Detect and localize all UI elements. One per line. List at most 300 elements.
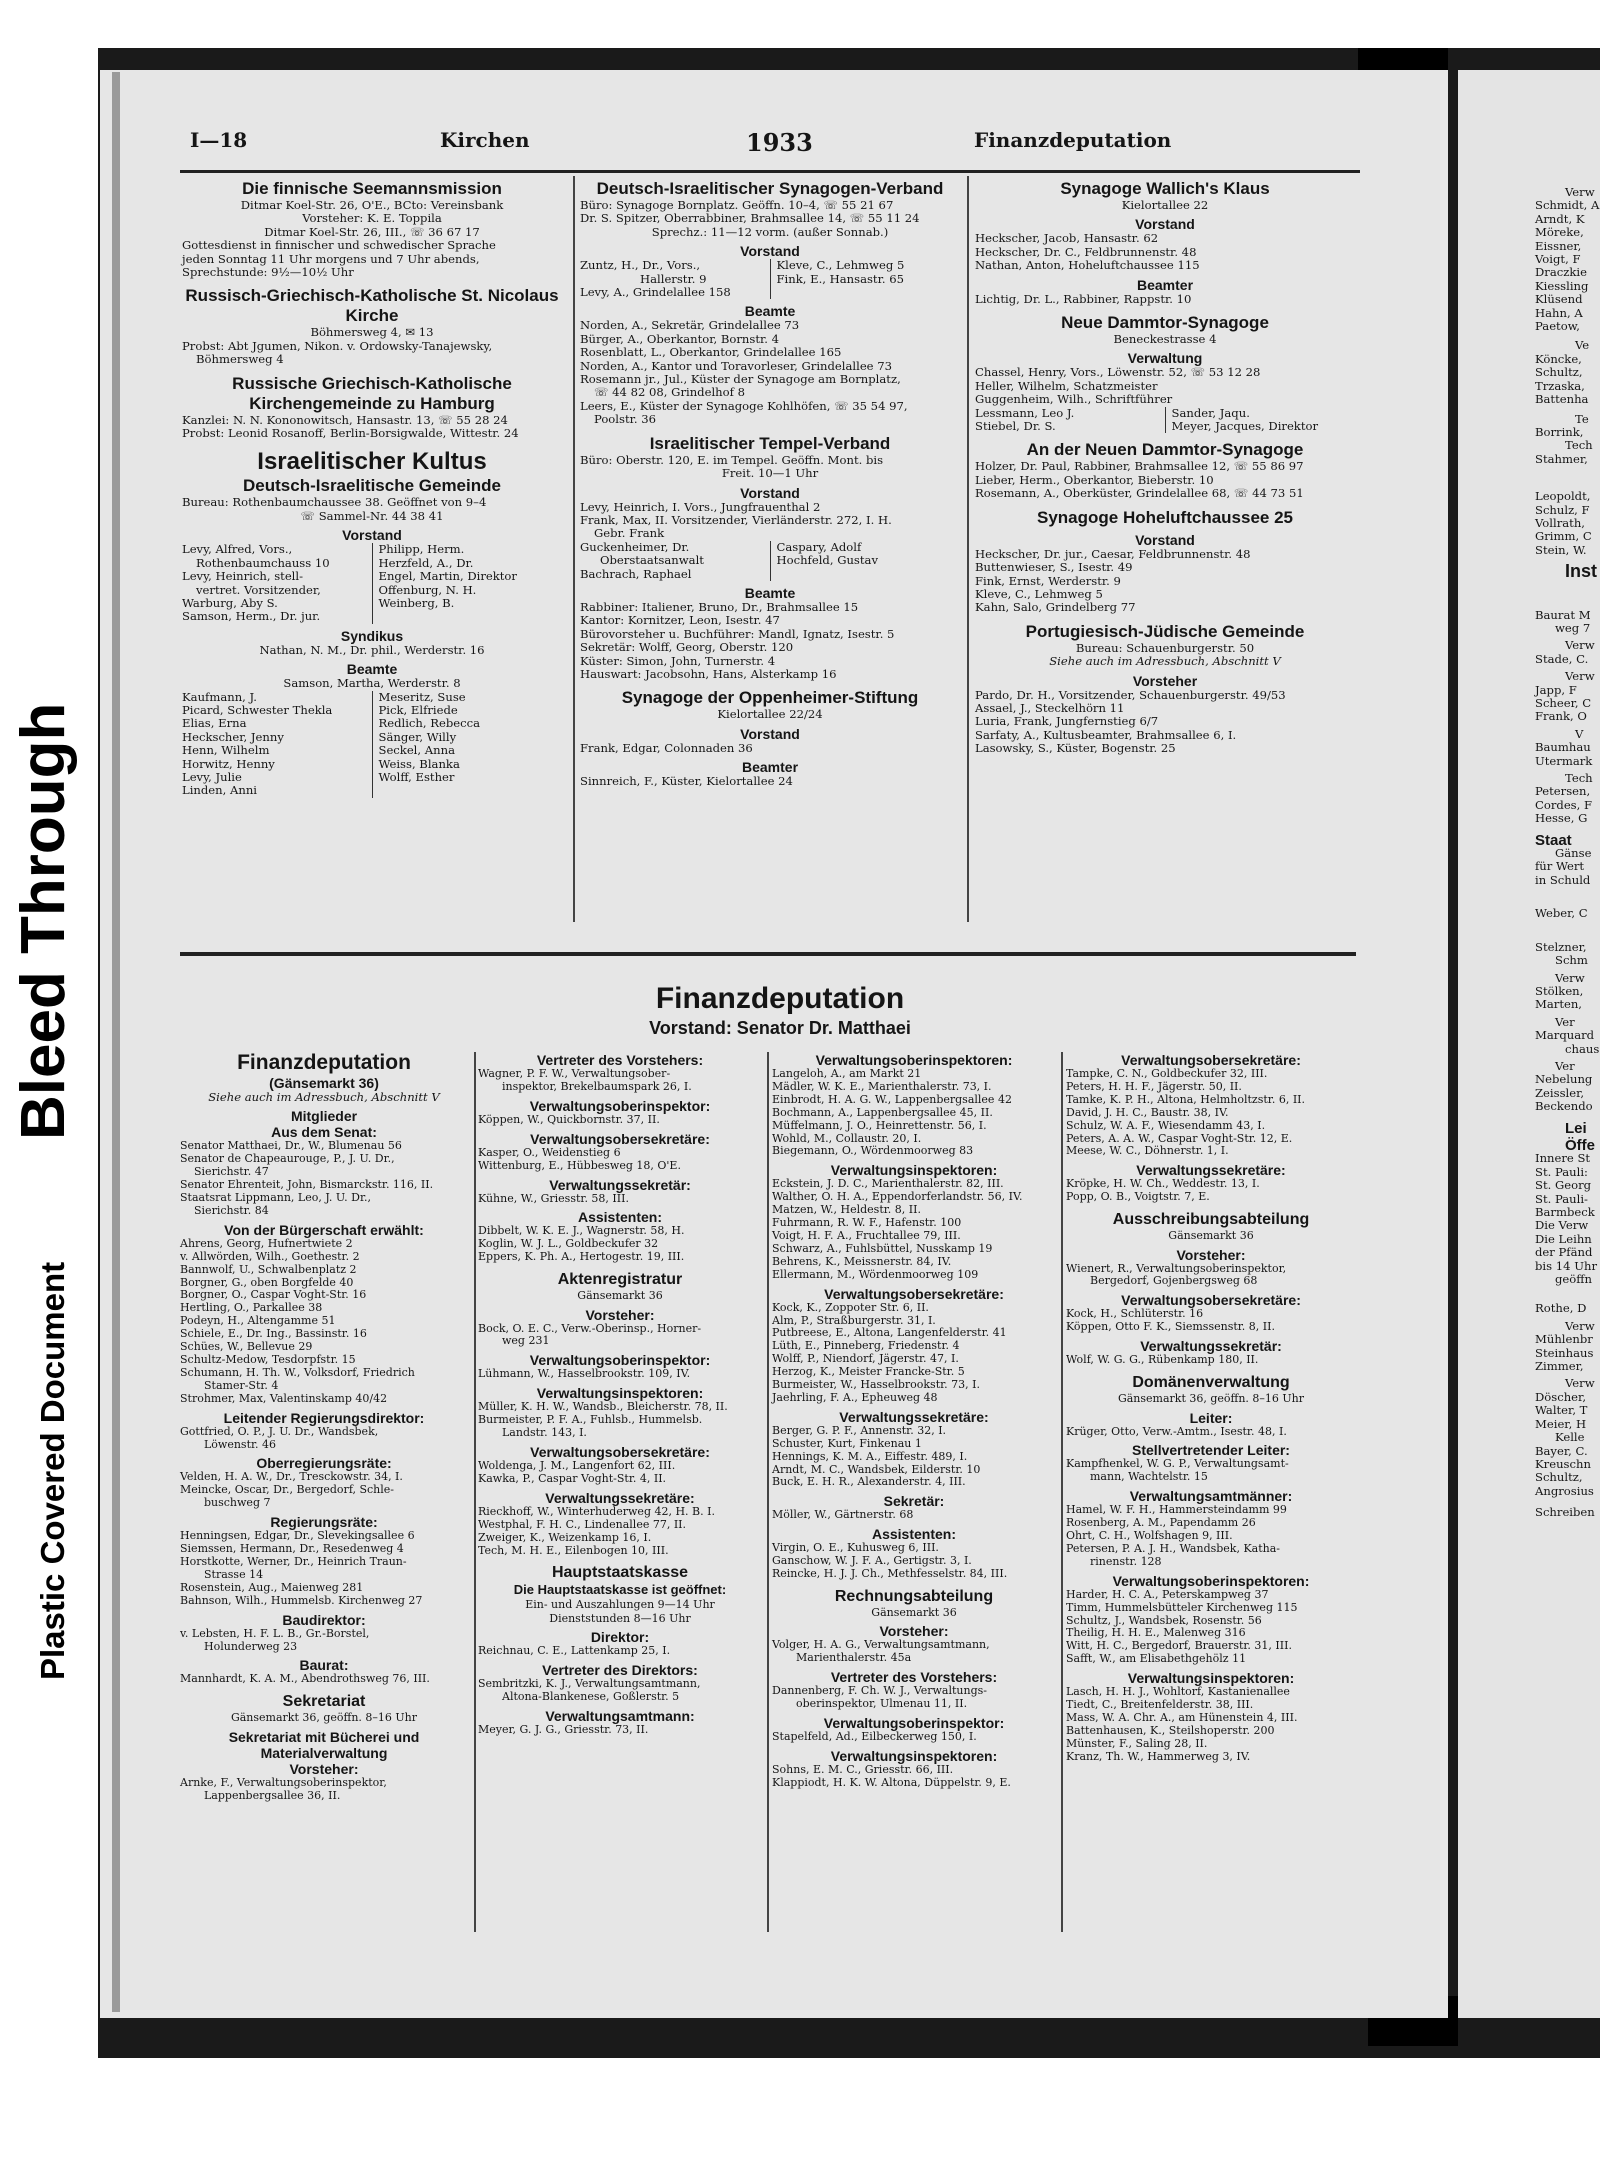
text-line: Borgner, G., oben Borgfelde 40: [180, 1275, 354, 1289]
text-line: Bureau: Rothenbaumchaussee 38. Geöffnet von 9–4: [182, 495, 487, 510]
column-rule: [573, 176, 575, 922]
subheading: Verwaltungsamtmänner:: [1129, 1488, 1293, 1505]
fragment-line: Schm: [1555, 953, 1588, 968]
two-column-list: [182, 691, 562, 798]
text-line: Kantor: Kornitzer, Leon, Isestr. 47: [580, 613, 780, 628]
list-item: Redlich, Rebecca: [378, 716, 481, 731]
text-line: ☏ Sammel-Nr. 44 38 41: [300, 508, 444, 523]
text-line: Assael, J., Steckelhörn 11: [975, 700, 1125, 715]
text-line: Küster: Simon, John, Turnerstr. 4: [580, 653, 776, 668]
text-line: Schiele, E., Dr. Ing., Bassinstr. 16: [180, 1327, 367, 1341]
text-line: Holunderweg 23: [204, 1639, 298, 1653]
subheading: Verwaltungsinspektoren:: [830, 1747, 998, 1764]
list-item: Levy, A., Grindelallee 158: [580, 285, 731, 300]
text-line: Münster, F., Saling 28, II.: [1066, 1736, 1208, 1750]
fragment-line: chaus: [1565, 1041, 1600, 1056]
text-line: Bürger, A., Oberkantor, Bornstr. 4: [580, 331, 780, 346]
text-line: Nathan, Anton, Hoheluftchaussee 115: [975, 258, 1200, 273]
list-item: Offenburg, N. H.: [378, 582, 477, 597]
subheading: Verwaltungsinspektoren:: [1127, 1670, 1295, 1687]
fragment-line: Stelzner,: [1535, 939, 1587, 954]
text-line: Probst: Abt Jgumen, Nikon. v. Ordowsky-Tanajewsky,: [182, 338, 493, 353]
fragment-line: Te: [1575, 411, 1589, 426]
list-item: Hallerstr. 9: [640, 271, 707, 286]
text-line: Senator Ehrenteit, John, Bismarckstr. 116, II.: [180, 1178, 434, 1192]
text-line: Eppers, K. Ph. A., Hertogestr. 19, III.: [478, 1250, 685, 1264]
text-line: Stapelfeld, Ad., Eilbeckerweg 150, I.: [772, 1730, 977, 1744]
text-line: Büro: Oberstr. 120, E. im Tempel. Geöffn. Mont. bis: [580, 452, 884, 467]
fragment-line: Rothe, D: [1535, 1301, 1587, 1316]
fragment-line: Beckendo: [1535, 1099, 1593, 1114]
subheading: Verwaltungsobersekretäre:: [530, 1444, 710, 1460]
text-line: Reincke, H. J. J. Ch., Methfesselstr. 84, III.: [772, 1567, 1008, 1581]
text-line: Heckscher, Dr. jur., Caesar, Feldbrunnenstr. 48: [975, 546, 1251, 561]
text-line: Schulz, W. A. F., Wiesendamm 43, I.: [1066, 1118, 1266, 1132]
text-line: Levy, Heinrich, I. Vors., Jungfrauenthal 2: [580, 499, 821, 514]
text-line: Bannwolf, U., Schwalbenplatz 2: [180, 1262, 357, 1276]
text-line: Schultz-Medow, Tesdorpfstr. 15: [180, 1353, 356, 1366]
subheading: Assistenten:: [577, 1209, 663, 1226]
fragment-line: Paetow,: [1535, 319, 1580, 334]
list-item: Kleve, C., Lehmweg 5: [776, 258, 905, 273]
fragment-line: Hesse, G: [1535, 811, 1588, 826]
text-line: Kühne, W., Griesstr. 58, III.: [478, 1191, 629, 1205]
text-line: Büro: Synagoge Bornplatz. Geöffn. 10–4, ☏ 55 21 67: [580, 198, 894, 212]
text-line: Lasch, H. H. J., Wohltorf, Kastanienallee: [1066, 1685, 1290, 1699]
subheading: Sekretär:: [883, 1493, 945, 1510]
heading-file-registry: Aktenregistratur: [557, 1271, 683, 1289]
fragment-line: Walter, T: [1535, 1403, 1588, 1418]
subheading: Vorsteher:: [1176, 1246, 1246, 1263]
text-line: Rabbiner: Italiener, Bruno, Dr., Brahmsallee 15: [580, 599, 859, 614]
text-line: Kanzlei: N. N. Kononowitsch, Hansastr. 13, ☏ 55 28 24: [182, 412, 508, 427]
margin-strip: [0, 0, 96, 2177]
heading-israelitic-cult: Israelitischer Kultus: [257, 448, 487, 476]
text-line: Holzer, Dr. Paul, Rabbiner, Brahmsallee 12, ☏ 55 86 97: [975, 459, 1304, 474]
subheading: Beamter: [741, 759, 799, 776]
text-line: Sinnreich, F., Küster, Kielortallee 24: [580, 774, 793, 789]
list-item: Heckscher, Jenny: [182, 729, 284, 744]
text-line: Guggenheim, Wilh., Schriftführer: [975, 392, 1173, 407]
heading-portuguese-jewish-community: Portugiesisch-Jüdische Gemeinde: [1025, 621, 1305, 641]
text-line: Gänsemarkt 36: [1168, 1229, 1254, 1243]
text-line: Petersen, P. A. J. H., Wandsbek, Katha-: [1066, 1541, 1281, 1555]
text-line: Senator de Chapeaurouge, P., J. U. Dr.,: [180, 1152, 395, 1166]
text-line: Landstr. 143, I.: [502, 1426, 587, 1440]
list-item: Warburg, Aby S.: [182, 595, 278, 610]
list-item: Meseritz, Suse: [378, 689, 466, 704]
fragment-line: Petersen,: [1535, 784, 1591, 799]
text-line: Tech, M. H. E., Eilenbogen 10, III.: [478, 1543, 669, 1557]
text-line: Langeloh, A., am Markt 21: [772, 1067, 922, 1080]
fragment-line: Baurat M: [1535, 607, 1591, 622]
text-line: Kranz, Th. W., Hammerweg 3, IV.: [1066, 1749, 1251, 1763]
finanzdeputation-title: Finanzdeputation: [655, 982, 905, 1015]
text-line: Walther, O. H. A., Eppendorferlandstr. 56, IV.: [772, 1190, 1023, 1204]
text-line: Popp, O. B., Voigtstr. 7, E.: [1066, 1190, 1210, 1204]
text-line: Sprechz.: 11—12 vorm. (außer Sonnab.): [651, 224, 889, 239]
fragment-line: Mühlenbr: [1535, 1332, 1593, 1347]
text-line: Sekretär: Wolff, Georg, Oberstr. 120: [580, 640, 794, 655]
heading-russian-church: Russische Griechisch-Katholische Kirchengemeinde zu Hamburg: [232, 373, 512, 413]
heading-oppenheimer-synagogue: Synagoge der Oppenheimer-Stiftung: [621, 688, 919, 708]
text-line: Frank, Edgar, Colonnaden 36: [580, 740, 753, 755]
text-line: Virgin, O. E., Kuhusweg 6, III.: [772, 1541, 939, 1555]
text-line: Gottfried, O. P., J. U. Dr., Wandsbek,: [180, 1424, 379, 1438]
text-line: Reichnau, C. E., Lattenkamp 25, I.: [478, 1644, 671, 1658]
heading-tender-department: Ausschreibungsabteilung: [1112, 1211, 1310, 1229]
list-item: Stiebel, Dr. S.: [975, 419, 1056, 434]
subheading: Vertreter des Direktors:: [542, 1662, 698, 1679]
text-line: Safft, W., am Elisabethgehölz 11: [1066, 1652, 1247, 1666]
list-item: Henn, Wilhelm: [182, 743, 270, 758]
subheading: Regierungsräte:: [270, 1514, 378, 1531]
text-line: Arnke, F., Verwaltungsoberinspektor,: [180, 1775, 387, 1789]
subheading: Leitender Regierungsdirektor:: [223, 1409, 425, 1426]
text-line: Wolf, W. G. G., Rübenkamp 180, II.: [1066, 1353, 1259, 1367]
text-line: Wohld, M., Collaustr. 20, I.: [772, 1131, 922, 1145]
fragment-line: Borrink,: [1535, 424, 1584, 439]
text-line: Pardo, Dr. H., Vorsitzender, Schauenburgerstr. 49/53: [975, 687, 1286, 702]
fragment-line: Voigt, F: [1535, 252, 1581, 267]
fragment-line: Ver: [1555, 1014, 1575, 1029]
fragment-heading: Lei: [1565, 1119, 1587, 1137]
text-line: Luria, Frank, Jungfernstieg 6/7: [975, 714, 1159, 729]
list-item: Samson, Herm., Dr. jur.: [182, 609, 321, 624]
text-line: Wagner, P. F. W., Verwaltungsober-: [478, 1067, 671, 1080]
text-line: Frank, Max, II. Vorsitzender, Vierländerstr. 272, I. H.: [580, 512, 892, 527]
text-line: Behrens, K., Meissnerstr. 84, IV.: [772, 1254, 952, 1268]
fragment-line: St. Georg: [1535, 1178, 1592, 1193]
text-line: Schultz, J., Wandsbek, Rosenstr. 56: [1066, 1613, 1262, 1627]
subheading: Verwaltungssekretär:: [1140, 1338, 1282, 1355]
subheading: Verwaltungsoberinspektoren:: [815, 1052, 1013, 1068]
fragment-line: Marten,: [1535, 997, 1582, 1012]
subheading: Vorstand: [1135, 216, 1195, 233]
text-line: Hennings, K. M. A., Eiffestr. 489, I.: [772, 1449, 968, 1463]
text-line: Rosenberg, A. M., Papendamm 26: [1066, 1516, 1256, 1530]
column-finance-1: [180, 1044, 468, 1803]
heading-hoheluft-synagogue: Synagoge Hoheluftchaussee 25: [1036, 507, 1294, 527]
list-item: Herzfeld, A., Dr.: [378, 555, 474, 570]
fragment-line: Hahn, A: [1535, 305, 1583, 320]
text-line: Matzen, W., Heldestr. 8, II.: [772, 1203, 921, 1217]
text-line: Siemssen, Hermann, Dr., Resedenweg 4: [180, 1542, 404, 1556]
fragment-line: Ver: [1555, 1058, 1575, 1073]
text-line: Bureau: Schauenburgerstr. 50: [1075, 640, 1255, 655]
column-finance-4: [1066, 1052, 1356, 1764]
text-line: Sembritzki, K. J., Verwaltungsamtmann,: [478, 1677, 701, 1691]
page-header: [190, 128, 1170, 158]
fragment-line: Schulz, F: [1535, 502, 1590, 517]
subheading: Verwaltungsobersekretäre:: [530, 1130, 710, 1147]
subheading: Beamte: [346, 661, 398, 678]
text-line: Ein- und Auszahlungen 9—14 Uhr: [525, 1598, 715, 1612]
text-line: Rosemann, A., Oberküster, Grindelallee 68, ☏ 44 73 51: [975, 486, 1304, 501]
text-line: Dienststunden 8—16 Uhr: [549, 1611, 691, 1625]
text-line: Chassel, Henry, Vors., Löwenstr. 52, ☏ 53 12 28: [975, 365, 1261, 380]
list-item: Horwitz, Henny: [182, 756, 275, 771]
text-line: Podeyn, H., Altengamme 51: [180, 1314, 336, 1328]
text-line: Buck, E. H. R., Alexanderstr. 4, III.: [772, 1475, 966, 1489]
fragment-line: Ve: [1575, 338, 1590, 353]
text-line: Sprechstunde: 9½—10½ Uhr: [182, 265, 354, 280]
list-item: Seckel, Anna: [378, 743, 455, 758]
text-line: Möller, W., Gärtnerstr. 68: [772, 1508, 914, 1522]
text-line: Klappiodt, H. K. W. Altona, Düppelstr. 9, E.: [772, 1775, 1011, 1789]
text-line: Kawka, P., Caspar Voght-Str. 4, II.: [478, 1471, 667, 1485]
text-line: mann, Wachtelstr. 15: [1090, 1470, 1208, 1484]
text-line: Rosemann jr., Jul., Küster der Synagoge am Bornplatz,: [580, 372, 901, 387]
column-rule: [967, 176, 969, 922]
text-line: Kahn, Salo, Grindelberg 77: [975, 600, 1136, 615]
text-line: Sarfaty, A., Kultusbeamter, Brahmsallee 6, I.: [975, 727, 1237, 742]
text-line: Freit. 10—1 Uhr: [721, 466, 819, 481]
column-churches-2: [580, 172, 960, 789]
fragment-line: Bayer, C.: [1535, 1443, 1588, 1458]
text-line: Rieckhoff, W., Winterhuderweg 42, H. B. I.: [478, 1504, 715, 1518]
fragment-line: Schreiben: [1535, 1505, 1595, 1520]
subheading: Verwaltungsoberinspektor:: [823, 1715, 1005, 1732]
fragment-heading: Staat: [1535, 831, 1572, 849]
text-line: Meyer, G. J. G., Griesstr. 73, II.: [478, 1722, 649, 1736]
text-line: Gebr. Frank: [594, 526, 665, 541]
text-line: Kröpke, H. W. Ch., Weddestr. 13, I.: [1066, 1177, 1260, 1191]
text-line: Samson, Martha, Werderstr. 8: [283, 676, 461, 691]
list-item: Sänger, Willy: [378, 729, 457, 744]
heading-at-new-dammtor: An der Neuen Dammtor-Synagoge: [1026, 440, 1304, 460]
text-line: Dannenberg, F. Ch. W. J., Verwaltungs-: [772, 1684, 987, 1698]
text-line: Biegemann, O., Wördenmoorweg 83: [772, 1144, 974, 1158]
fragment-line: Draczkie: [1535, 265, 1587, 280]
text-line: Lappenbergsallee 36, II.: [204, 1788, 341, 1802]
text-line: Berger, G. P. F., Annenstr. 32, I.: [772, 1423, 947, 1437]
fragment-line: Barmbeck: [1535, 1205, 1595, 1219]
text-line: Dibbelt, W. K. E. J., Wagnerstr. 58, H.: [478, 1224, 685, 1238]
heading-accounting: Rechnungsabteilung: [834, 1588, 994, 1605]
text-line: Ahrens, Georg, Hufnertwiete 2: [180, 1236, 353, 1250]
text-line: Köppen, W., Quickbornstr. 37, II.: [478, 1112, 660, 1126]
subheading: Verwaltungsinspektoren:: [830, 1162, 998, 1179]
subheading: (Gänsemarkt 36): [269, 1075, 379, 1091]
subheading: Leiter:: [1189, 1409, 1233, 1426]
heading-finanzdeputation: Finanzdeputation: [237, 1051, 411, 1074]
list-item: Meyer, Jacques, Direktor: [1171, 419, 1319, 434]
text-line: Senator Matthaei, Dr., W., Blumenau 56: [180, 1139, 402, 1153]
subheading: Oberregierungsräte:: [256, 1455, 392, 1472]
header-year: 1933: [746, 128, 813, 157]
fragment-line: St. Pauli:: [1535, 1164, 1588, 1179]
fragment-line: Stein, W.: [1535, 542, 1587, 557]
text-line: Peters, H. H. F., Jägerstr. 50, II.: [1066, 1079, 1242, 1093]
fragment-line: V: [1575, 726, 1584, 741]
text-line: Rosenblatt, L., Oberkantor, Grindelallee 165: [580, 345, 842, 360]
text-line: v. Lebsten, H. F. L. B., Gr.-Borstel,: [180, 1626, 370, 1640]
heading-domain-administration: Domänenverwaltung: [1132, 1374, 1290, 1392]
text-line: Strohmer, Max, Valentinskamp 40/42: [180, 1391, 388, 1405]
text-line: Hamel, W. F. H., Hammersteindamm 99: [1066, 1503, 1287, 1517]
text-line: Fuhrmann, R. W. F., Hafenstr. 100: [772, 1216, 962, 1230]
text-line: Rosenstein, Aug., Maienweg 281: [180, 1580, 364, 1594]
two-column-list: [182, 543, 562, 623]
finanzdeputation-subtitle: Vorstand: Senator Dr. Matthaei: [649, 1018, 911, 1038]
text-line: Wienert, R., Verwaltungsoberinspektor,: [1066, 1261, 1287, 1275]
text-line: Probst: Leonid Rosanoff, Berlin-Borsigwalde, Wittestr. 24: [182, 426, 519, 441]
subheading: Vorstand: [740, 243, 800, 260]
text-line: Schumann, H. Th. W., Volksdorf, Friedrich: [180, 1365, 415, 1379]
fragment-line: Tech: [1565, 771, 1593, 786]
two-column-list: [975, 407, 1355, 434]
list-item: Weinberg, B.: [378, 595, 455, 610]
text-line: Harder, H. C. A., Peterskampweg 37: [1066, 1587, 1269, 1601]
fragment-line: Weber, C: [1535, 906, 1588, 921]
text-line: Gänsemarkt 36, geöffn. 8–16 Uhr: [230, 1711, 418, 1725]
subheading: Vorstand: [1135, 531, 1195, 548]
list-item: Caspary, Adolf: [776, 539, 862, 554]
text-line: weg 231: [502, 1334, 550, 1348]
text-line: Vorsteher: K. E. Toppila: [302, 211, 442, 226]
text-line: Norden, A., Kantor und Toravorleser, Grindelallee 73: [580, 358, 892, 373]
text-line: Woldenga, J. M., Langenfort 62, III.: [478, 1459, 676, 1472]
subheading: Vorsteher: [1132, 672, 1198, 689]
text-line: Krüger, Otto, Verw.-Amtm., Isestr. 48, I.: [1066, 1424, 1287, 1438]
header-section: Kirchen: [440, 128, 530, 152]
fragment-line: Nebelung: [1535, 1072, 1593, 1087]
text-line: Horstkotte, Werner, Dr., Heinrich Traun-: [180, 1554, 407, 1568]
text-line: Staatsrat Lippmann, Leo, J. U. Dr.,: [180, 1191, 372, 1205]
fragment-line: Angrosius: [1535, 1483, 1594, 1498]
fragment-line: Scheer, C: [1535, 696, 1592, 710]
text-line: oberinspektor, Ulmenau 11, II.: [796, 1697, 968, 1711]
text-line: Hauswart: Jacobsohn, Hans, Alsterkamp 16: [580, 666, 837, 681]
text-line: Ohrt, C. H., Wolfshagen 9, III.: [1066, 1529, 1233, 1543]
heading-synagogue-association: Deutsch-Israelitischer Synagogen-Verband: [596, 179, 944, 198]
fragment-line: Verw: [1565, 185, 1595, 199]
subheading: Vorstand: [740, 725, 800, 742]
text-line: Norden, A., Sekretär, Grindelallee 73: [580, 318, 800, 333]
text-line: Buttenwieser, S., Isestr. 49: [975, 560, 1133, 575]
heading-new-dammtor-synagogue: Neue Dammtor-Synagoge: [1061, 313, 1269, 333]
fragment-line: für Wert: [1535, 859, 1585, 874]
fragment-line: Cordes, F: [1535, 797, 1593, 812]
fragment-line: Grimm, C: [1535, 529, 1592, 544]
subheading: Syndikus: [340, 627, 404, 644]
fragment-line: Zeissler,: [1535, 1085, 1585, 1100]
text-line: Leers, E., Küster der Synagoge Kohlhöfen, ☏ 35 54 97,: [580, 398, 908, 413]
fragment-line: Verw: [1565, 638, 1595, 653]
fragment-line: Japp, F: [1535, 682, 1577, 697]
subheading: Stellvertretender Leiter:: [1132, 1442, 1290, 1459]
text-line: Löwenstr. 46: [204, 1437, 277, 1451]
fragment-line: Möreke,: [1535, 225, 1584, 240]
text-line: Alm, P., Straßburgerstr. 31, I.: [772, 1313, 936, 1327]
text-line: Schuster, Kurt, Finkenau 1: [772, 1436, 922, 1450]
subheading: Aus dem Senat:: [271, 1124, 377, 1141]
subheading: Vertreter des Vorstehers:: [536, 1052, 704, 1068]
text-line: Gänsemarkt 36, geöffn. 8–16 Uhr: [1117, 1392, 1305, 1406]
text-line: Einbrodt, H. A. G. W., Lappenbergsallee 42: [772, 1092, 1012, 1106]
text-line: rinenstr. 128: [1090, 1554, 1162, 1568]
subheading: Die Hauptstaatskasse ist geöffnet:: [513, 1582, 727, 1598]
text-line: Witt, H. C., Bergedorf, Brauerstr. 31, III.: [1066, 1639, 1292, 1653]
text-line: Poolstr. 36: [594, 412, 656, 427]
subheading: Verwaltungssekretäre:: [545, 1489, 695, 1506]
fragment-line: Klüsend: [1535, 292, 1583, 307]
subheading: Verwaltungsoberinspektoren:: [1112, 1572, 1310, 1589]
list-item: Zuntz, H., Dr., Vors.,: [580, 258, 701, 273]
text-line: Marienthalerstr. 45a: [796, 1651, 912, 1665]
text-line: Burmeister, P. F. A., Fuhlsb., Hummelsb.: [478, 1413, 703, 1427]
page-number: I—18: [190, 128, 248, 152]
list-item: Bachrach, Raphael: [580, 566, 692, 581]
list-item: Linden, Anni: [182, 783, 258, 798]
text-line: Kasper, O., Weidenstieg 6: [478, 1145, 621, 1159]
fragment-line: bis 14 Uhr: [1535, 1258, 1597, 1273]
subheading: Beamte: [744, 584, 796, 601]
text-line: Bahnson, Wilh., Hummelsb. Kirchenweg 27: [180, 1593, 423, 1607]
subheading: Verwaltungsoberinspektor:: [529, 1352, 711, 1369]
text-line: Wittenburg, E., Hübbesweg 18, O'E.: [478, 1158, 681, 1172]
text-line: Gänsemarkt 36: [577, 1289, 663, 1303]
fragment-line: Tech: [1565, 438, 1593, 453]
subheading: Vorsteher:: [289, 1760, 359, 1777]
heading-st-nicolaus: Russisch-Griechisch-Katholische St. Nicolaus Kirche: [185, 286, 559, 326]
subheading: Verwaltungsobersekretäre:: [824, 1285, 1004, 1302]
text-line: Jaehrling, F. A., Epheuweg 48: [772, 1390, 938, 1404]
subheading: Verwaltungsinspektoren:: [536, 1385, 704, 1402]
text-line: Volger, H. A. G., Verwaltungsamtmann,: [772, 1638, 990, 1652]
column-rule: [1061, 1052, 1063, 1932]
list-item: Engel, Martin, Direktor: [378, 569, 517, 584]
subheading: Verwaltungsamtmann:: [545, 1707, 695, 1724]
text-line: Kleve, C., Lehmweg 5: [975, 586, 1103, 601]
fragment-line: Vollrath,: [1535, 515, 1585, 530]
text-line: Bochmann, A., Lappenbergsallee 45, II.: [772, 1105, 993, 1119]
text-line: Eckstein, J. D. C., Marienthalerstr. 82, III.: [772, 1177, 1004, 1191]
text-line: Borgner, O., Caspar Voght-Str. 16: [180, 1288, 367, 1302]
fragment-line: weg 7: [1555, 620, 1591, 635]
text-line: inspektor, Brekelbaumspark 26, I.: [502, 1079, 692, 1093]
text-line: Koglin, W. J. L., Goldbeckufer 32: [478, 1237, 659, 1251]
subheading: Vorsteher:: [585, 1306, 655, 1323]
fragment-line: St. Pauli-: [1535, 1191, 1588, 1206]
subheading: Verwaltungssekretär:: [549, 1176, 691, 1193]
text-line: Gänsemarkt 36: [871, 1606, 957, 1619]
fragment-line: Marquard: [1535, 1028, 1595, 1043]
column-churches-3: [975, 172, 1355, 756]
text-line: Kampfhenkel, W. G. P., Verwaltungsamt-: [1066, 1457, 1289, 1471]
fragment-line: Meier, H: [1535, 1416, 1587, 1431]
text-line: Sierichstr. 47: [194, 1165, 269, 1179]
text-line: Lichtig, Dr. L., Rabbiner, Rappstr. 10: [975, 291, 1192, 306]
text-line: Gottesdienst in finnischer und schwedischer Sprache: [182, 238, 496, 253]
text-line: Kielortallee 22/24: [717, 707, 823, 722]
fragment-line: Verw: [1565, 669, 1595, 684]
text-line: Herzog, K., Meister Francke-Str. 5: [772, 1365, 965, 1379]
text-line: Mannhardt, K. A. M., Abendrothsweg 76, III.: [180, 1672, 430, 1686]
fragment-line: Schmidt, A: [1535, 198, 1600, 213]
text-line: Siehe auch im Adressbuch, Abschnitt V: [1049, 654, 1281, 669]
text-line: Meese, W. C., Döhnerstr. 1, I.: [1066, 1144, 1229, 1158]
fragment-line: Zimmer,: [1535, 1359, 1584, 1374]
subheading: Vorsteher:: [879, 1623, 949, 1640]
text-line: Kock, H., Schlüterstr. 16: [1066, 1307, 1204, 1321]
fragment-line: Verw: [1565, 1376, 1595, 1391]
heading-temple-association: Israelitischer Tempel-Verband: [649, 433, 891, 453]
subheading: Verwaltung: [1127, 350, 1203, 367]
text-line: Heller, Wilhelm, Schatzmeister: [975, 378, 1158, 393]
column-rule: [474, 1052, 476, 1932]
